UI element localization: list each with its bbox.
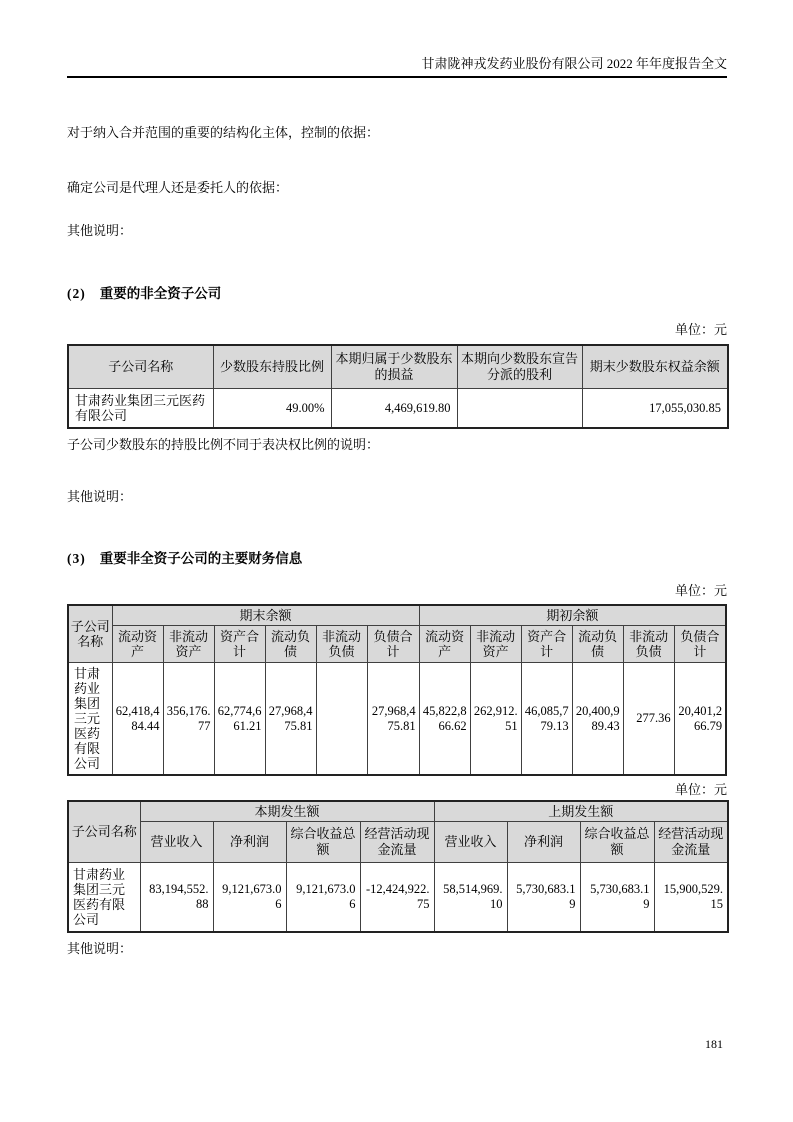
note-shareholding-ratio: 子公司少数股东的持股比例不同于表决权比例的说明：: [67, 437, 380, 452]
col-header-noncurrent-liabilities: 非流动负债: [623, 626, 674, 663]
cell-minority-ratio: 49.00%: [213, 389, 331, 429]
group-header-prior-period: 上期发生额: [434, 801, 728, 822]
table-income-cashflow-info: [67, 800, 729, 933]
cell-value: 83,194,552.88: [140, 863, 213, 933]
report-title: 甘肃陇神戎发药业股份有限公司 2022 年年度报告全文: [421, 56, 727, 71]
table-row: [68, 663, 726, 776]
cell-value: 20,401,266.79: [674, 663, 726, 776]
page-header: [67, 0, 727, 78]
col-header-current-assets: 流动资产: [419, 626, 470, 663]
col-header-profit-loss: 本期归属于少数股东的损益: [331, 345, 457, 389]
table-row: [68, 863, 728, 933]
page-number: 181: [705, 1037, 723, 1051]
col-header-total-comprehensive-income: 综合收益总额: [286, 822, 360, 863]
col-header-minority-ratio: 少数股东持股比例: [213, 345, 331, 389]
col-header-subsidiary-name: 子公司名称: [68, 345, 213, 389]
col-header-operating-cash-flow: 经营活动现金流量: [654, 822, 728, 863]
section-3-label: (3): [67, 551, 86, 566]
col-header-total-liabilities: 负债合计: [367, 626, 419, 663]
col-header-subsidiary-name: 子公司名称: [68, 605, 112, 663]
para-other-notes-2: 其他说明：: [67, 489, 133, 504]
section-3-title: 重要非全资子公司的主要财务信息: [99, 551, 303, 566]
cell-value: 27,968,475.81: [367, 663, 419, 776]
col-header-total-liabilities: 负债合计: [674, 626, 726, 663]
col-header-noncurrent-assets: 非流动资产: [470, 626, 521, 663]
section-heading-2: [67, 286, 727, 302]
col-header-subsidiary-name: 子公司名称: [68, 801, 140, 863]
table-row: [68, 626, 726, 663]
para-other-notes-1: 其他说明：: [67, 223, 133, 238]
col-header-operating-cash-flow: 经营活动现金流量: [360, 822, 434, 863]
cell-value: -12,424,922.75: [360, 863, 434, 933]
unit-label-2: 单位：元: [674, 583, 727, 598]
para-structured-entities: 对于纳入合并范围的重要的结构化主体，控制的依据：: [67, 125, 380, 140]
col-header-net-profit: 净利润: [213, 822, 286, 863]
table-row: [68, 345, 728, 389]
cell-value: 262,912.51: [470, 663, 521, 776]
group-header-ending-balance: 期末余额: [112, 605, 419, 626]
cell-dividends: [457, 389, 582, 429]
para-other-notes-3: 其他说明：: [67, 941, 133, 956]
col-header-noncurrent-liabilities: 非流动负债: [316, 626, 367, 663]
col-header-current-assets: 流动资产: [112, 626, 163, 663]
cell-value: 62,418,484.44: [112, 663, 163, 776]
table-balance-sheet-info: [67, 604, 727, 776]
cell-value: 9,121,673.06: [213, 863, 286, 933]
col-header-total-assets: 资产合计: [521, 626, 572, 663]
col-header-total-comprehensive-income: 综合收益总额: [580, 822, 654, 863]
col-header-current-liabilities: 流动负债: [265, 626, 316, 663]
cell-value: 9,121,673.06: [286, 863, 360, 933]
cell-profit-loss: 4,469,619.80: [331, 389, 457, 429]
cell-value: 15,900,529.15: [654, 863, 728, 933]
col-header-total-assets: 资产合计: [214, 626, 265, 663]
group-header-current-period: 本期发生额: [140, 801, 434, 822]
table-row: [68, 605, 726, 626]
cell-value: 58,514,969.10: [434, 863, 507, 933]
col-header-current-liabilities: 流动负债: [572, 626, 623, 663]
unit-label-3: 单位：元: [674, 782, 727, 797]
cell-subsidiary-name: 甘肃药业集团三元医药有限公司: [68, 663, 112, 776]
cell-value: 5,730,683.19: [507, 863, 580, 933]
cell-subsidiary-name: 甘肃药业集团三元医药有限公司: [68, 863, 140, 933]
group-header-beginning-balance: 期初余额: [419, 605, 726, 626]
cell-value: 45,822,866.62: [419, 663, 470, 776]
cell-ending-equity: 17,055,030.85: [582, 389, 728, 429]
cell-value: 46,085,779.13: [521, 663, 572, 776]
section-2-label: (2): [67, 286, 86, 301]
cell-value: 356,176.77: [163, 663, 214, 776]
cell-subsidiary-name: 甘肃药业集团三元医药有限公司: [68, 389, 213, 429]
section-heading-3: [67, 551, 727, 567]
section-2-title: 重要的非全资子公司: [99, 286, 222, 301]
cell-value: 5,730,683.19: [580, 863, 654, 933]
table-row: [68, 822, 728, 863]
col-header-operating-revenue: 营业收入: [140, 822, 213, 863]
col-header-noncurrent-assets: 非流动资产: [163, 626, 214, 663]
col-header-net-profit: 净利润: [507, 822, 580, 863]
col-header-operating-revenue: 营业收入: [434, 822, 507, 863]
cell-value: 62,774,661.21: [214, 663, 265, 776]
table-important-subsidiaries: [67, 344, 729, 429]
table-row: [68, 389, 728, 429]
table-row: [68, 801, 728, 822]
cell-value: [316, 663, 367, 776]
col-header-dividends: 本期向少数股东宣告分派的股利: [457, 345, 582, 389]
cell-value: 277.36: [623, 663, 674, 776]
cell-value: 20,400,989.43: [572, 663, 623, 776]
col-header-ending-equity: 期末少数股东权益余额: [582, 345, 728, 389]
para-agent-principal: 确定公司是代理人还是委托人的依据：: [67, 180, 289, 195]
unit-label-1: 单位：元: [674, 322, 727, 337]
cell-value: 27,968,475.81: [265, 663, 316, 776]
